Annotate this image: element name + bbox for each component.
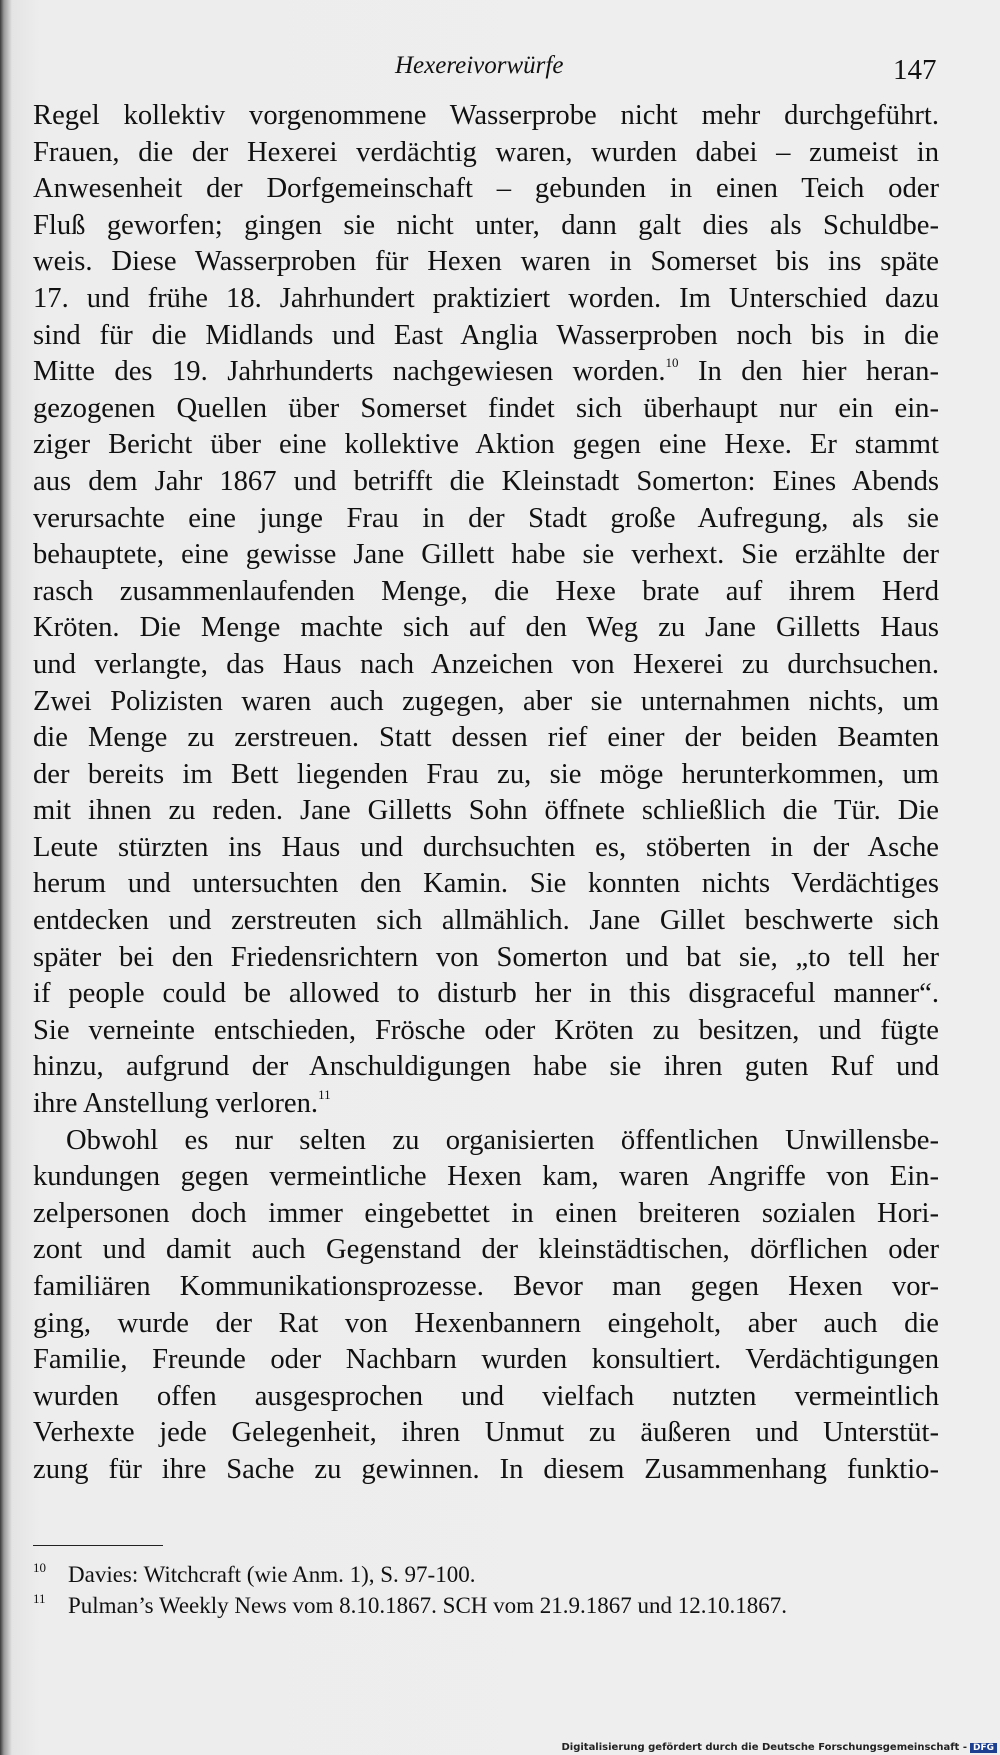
text-line: die Menge zu zerstreuen. Statt dessen rief einer der beiden Beamten (33, 722, 939, 754)
text-line: ging, wurde der Rat von Hexenbannern eingeholt, aber auch die (33, 1307, 939, 1339)
text-line: und verlangte, das Haus nach Anzeichen von Hexerei zu durchsuchen. (33, 648, 939, 680)
text-line: zont und damit auch Gegenstand der kleinstädtischen, dörflichen oder (33, 1234, 939, 1266)
text-line: weis. Diese Wasserproben für Hexen waren in Somerset bis ins späte (33, 246, 939, 278)
text-line: Leute stürzten ins Haus und durchsuchten es, stöberten in der Asche (33, 831, 939, 863)
text-line-with-footnote-ref (33, 1086, 939, 1123)
text-line: Anwesenheit der Dorfgemeinschaft – gebunden in einen Teich oder (33, 173, 939, 205)
footnote-ref-10[interactable]: 10 (665, 355, 679, 371)
text-line: 17. und frühe 18. Jahrhundert praktiziert worden. Im Unterschied dazu (33, 282, 939, 314)
footnote: 11 Pulman’s Weekly News vom 8.10.1867. SCH vom 21.9.1867 und 12.10.1867. (33, 1591, 788, 1618)
text-line-with-footnote-ref (33, 354, 939, 391)
text-line: verursachte eine junge Frau in der Stadt große Aufregung, als sie (33, 502, 939, 534)
page-number: 147 (893, 54, 937, 86)
text-line: hinzu, aufgrund der Anschuldigungen habe sie ihren guten Ruf und (33, 1051, 939, 1083)
text-line: der bereits im Bett liegenden Frau zu, sie möge herunterkommen, um (33, 758, 939, 790)
footnote-text: Davies: Witchcraft (wie Anm. 1), S. 97-100. (68, 1562, 476, 1587)
text-line: später bei den Friedensrichtern von Somerton und bat sie, „to tell her (33, 941, 939, 973)
text-line: gezogenen Quellen über Somerset findet sich überhaupt nur ein ein- (33, 392, 939, 424)
text-line: wurden offen ausgesprochen und vielfach nutzten vermeintlich (33, 1380, 939, 1412)
dfg-logo: DFG (970, 1743, 997, 1753)
body-text (33, 98, 939, 1489)
text-line: Zwei Polizisten waren auch zugegen, aber sie unternahmen nichts, um (33, 685, 939, 717)
text-line: aus dem Jahr 1867 und betrifft die Kleinstadt Somerton: Eines Abends (33, 465, 939, 497)
text-line: Fluß geworfen; gingen sie nicht unter, dann galt dies als Schuldbe- (33, 209, 939, 241)
text-line: zelpersonen doch immer eingebettet in einen breiteren sozialen Hori- (33, 1197, 939, 1229)
line-text: Mitte des 19. Jahrhunderts nachgewiesen worden. (33, 356, 666, 388)
text-line: kundungen gegen vermeintliche Hexen kam, waren Angriffe von Ein- (33, 1161, 939, 1193)
text-line: rasch zusammenlaufenden Menge, die Hexe brate auf ihrem Herd (33, 575, 939, 607)
running-title: Hexereivorwürfe (395, 52, 564, 79)
credit-text: Digitalisierung gefördert durch die Deutsche Forschungsgemeinschaft - (561, 1742, 967, 1753)
text-line: Kröten. Die Menge machte sich auf den Weg zu Jane Gilletts Haus (33, 612, 939, 644)
text-line: Sie verneinte entschieden, Frösche oder Kröten zu besitzen, und fügte (33, 1014, 939, 1046)
text-line: sind für die Midlands und East Anglia Wasserproben noch bis in die (33, 319, 939, 351)
text-line: mit ihnen zu reden. Jane Gilletts Sohn öffnete schließlich die Tür. Die (33, 795, 939, 827)
line-text: In den hier heran- (678, 356, 939, 388)
text-line: zung für ihre Sache zu gewinnen. In diesem Zusammenhang funktio- (33, 1453, 939, 1485)
footnote: 10 Davies: Witchcraft (wie Anm. 1), S. 97-100. (33, 1560, 476, 1587)
text-line: herum und untersuchten den Kamin. Sie konnten nichts Verdächtiges (33, 868, 939, 900)
footnotes (33, 1559, 933, 1621)
line-text: ihre Anstellung verloren. (33, 1088, 319, 1120)
text-line: Obwohl es nur selten zu organisierten öffentlichen Unwillensbe- (66, 1124, 939, 1156)
footnote-divider (33, 1545, 163, 1546)
digitization-credit (561, 1742, 997, 1753)
text-line: Verhexte jede Gelegenheit, ihren Unmut zu äußeren und Unterstüt- (33, 1417, 939, 1449)
text-line: behauptete, eine gewisse Jane Gillett habe sie verhext. Sie erzählte der (33, 539, 939, 571)
footnote-text: Pulman’s Weekly News vom 8.10.1867. SCH vom 21.9.1867 und 12.10.1867. (68, 1593, 788, 1618)
text-line: entdecken und zerstreuten sich allmählich. Jane Gillet beschwerte sich (33, 905, 939, 937)
text-line: Familie, Freunde oder Nachbarn wurden konsultiert. Verdächtigungen (33, 1344, 939, 1376)
text-line: Regel kollektiv vorgenommene Wasserprobe nicht mehr durchgeführt. (33, 100, 939, 131)
text-line: ziger Bericht über eine kollektive Aktion gegen eine Hexe. Er stammt (33, 429, 939, 461)
text-line: familiären Kommunikationsprozesse. Bevor man gegen Hexen vor- (33, 1271, 939, 1302)
text-line: Frauen, die der Hexerei verdächtig waren, wurden dabei – zumeist in (33, 136, 939, 168)
footnote-ref-11[interactable]: 11 (318, 1087, 331, 1103)
text-line: if people could be allowed to disturb her in this disgraceful manner“. (33, 978, 939, 1010)
